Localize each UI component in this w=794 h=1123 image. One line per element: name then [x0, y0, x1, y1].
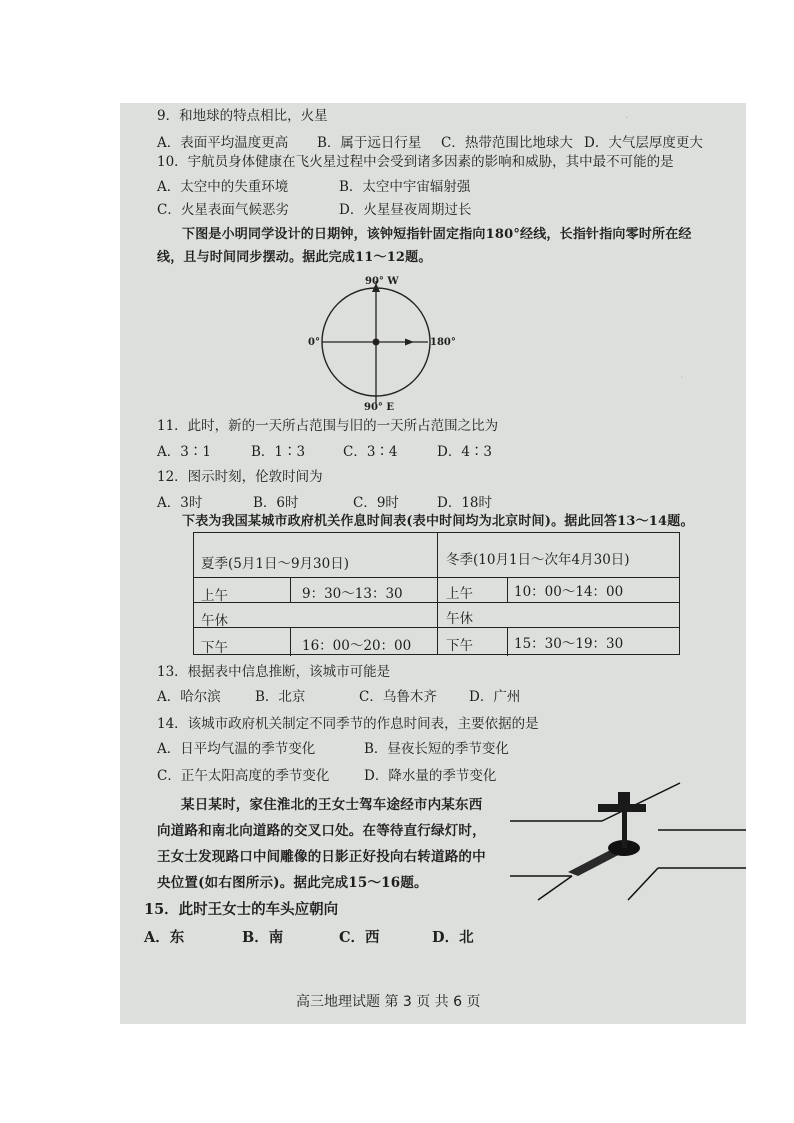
option-a: A．东	[144, 929, 185, 946]
winter-afternoon-label: 下午	[446, 638, 473, 654]
winter-morning-time: 10：00～14：00	[514, 584, 624, 600]
option-b: B．太空中宇宙辐射强	[339, 179, 471, 195]
clock-left-label: 0°	[308, 337, 320, 348]
option-a: A．3∶1	[157, 444, 211, 460]
question-13-stem: 13．根据表中信息推断，该城市可能是	[157, 664, 391, 680]
intro-11-12-line1: 下图是小明同学设计的日期钟，该钟短指针固定指向180°经线，长指针指向零时所在经	[182, 227, 692, 242]
option-a: A．表面平均温度更高	[157, 135, 289, 151]
option-a: A．哈尔滨	[157, 689, 221, 705]
page-footer: 高三地理试题 第 3 页 共 6 页	[296, 994, 481, 1010]
option-a: A．3时	[157, 495, 203, 511]
winter-morning-label: 上午	[446, 586, 473, 602]
question-12-stem: 12．图示时刻，伦敦时间为	[157, 469, 323, 485]
option-d: D．广州	[469, 689, 521, 705]
intro-15-16-line1: 某日某时，家住淮北的王女士驾车途经市内某东西	[181, 797, 483, 813]
option-b: B．1∶3	[251, 444, 306, 460]
option-d: D．18时	[437, 495, 493, 511]
winter-afternoon-time: 15：30～19：30	[514, 636, 624, 652]
option-c: C．热带范围比地球大	[441, 135, 573, 151]
option-b: B．北京	[255, 689, 306, 705]
clock-top-label: 90° W	[365, 276, 399, 287]
summer-afternoon-label: 下午	[201, 640, 228, 656]
option-b: B．昼夜长短的季节变化	[364, 741, 509, 757]
exam-page	[120, 103, 746, 1024]
schedule-table	[193, 532, 680, 655]
option-b: B．6时	[253, 495, 299, 511]
intro-15-16-line2: 向道路和南北向道路的交叉口处。在等待直行绿灯时，	[157, 823, 486, 839]
option-d: D．4∶3	[437, 444, 493, 460]
bleed-through-text: ·	[625, 111, 629, 124]
summer-morning-time: 9：30～13：30	[302, 586, 403, 602]
question-15-stem: 15．此时王女士的车头应朝向	[144, 901, 339, 918]
option-a: A．太空中的失重环境	[157, 179, 289, 195]
option-c: C．正午太阳高度的季节变化	[157, 768, 330, 784]
option-c: C．火星表面气候恶劣	[157, 202, 289, 218]
winter-header: 冬季(10月1日～次年4月30日)	[446, 552, 630, 568]
clock-right-label: 180°	[430, 337, 456, 348]
intro-15-16-line3: 王女士发现路口中间雕像的日影正好投向右转道路的中	[157, 849, 486, 865]
option-c: C．西	[339, 929, 380, 946]
summer-header: 夏季(5月1日～9月30日)	[201, 556, 349, 572]
summer-noon-label: 午休	[201, 613, 228, 629]
option-c: C．9时	[353, 495, 399, 511]
question-14-stem: 14．该城市政府机关制定不同季节的作息时间表，主要依据的是	[157, 716, 539, 732]
option-d: D．火星昼夜周期过长	[339, 202, 472, 218]
option-b: B．属于远日行星	[317, 135, 422, 151]
option-c: C．乌鲁木齐	[359, 689, 437, 705]
intersection-statue-diagram	[510, 778, 746, 903]
question-9-stem: 9．和地球的特点相比，火星	[157, 108, 328, 124]
option-d: D．大气层厚度更大	[584, 135, 703, 151]
option-a: A．日平均气温的季节变化	[157, 741, 316, 757]
date-clock-diagram	[302, 271, 456, 416]
intro-15-16-line4: 央位置(如右图所示)。据此完成15～16题。	[157, 875, 428, 891]
winter-noon-label: 午休	[446, 611, 473, 627]
option-d: D．降水量的季节变化	[364, 768, 497, 784]
intro-11-12-line2: 线，且与时间同步摆动。据此完成11～12题。	[157, 250, 432, 265]
summer-afternoon-time: 16：00～20：00	[302, 638, 412, 654]
option-c: C．3∶4	[343, 444, 398, 460]
clock-bottom-label: 90° E	[364, 402, 395, 413]
summer-morning-label: 上午	[201, 588, 228, 604]
option-b: B．南	[242, 929, 284, 946]
bleed-through-text: ·	[680, 371, 684, 384]
option-d: D．北	[432, 929, 474, 946]
intro-13-14: 下表为我国某城市政府机关作息时间表(表中时间均为北京时间)。据此回答13～14题。	[182, 514, 694, 529]
question-11-stem: 11．此时，新的一天所占范围与旧的一天所占范围之比为	[157, 418, 499, 434]
question-10-stem: 10．宇航员身体健康在飞火星过程中会受到诸多因素的影响和威胁，其中最不可能的是	[157, 154, 674, 170]
